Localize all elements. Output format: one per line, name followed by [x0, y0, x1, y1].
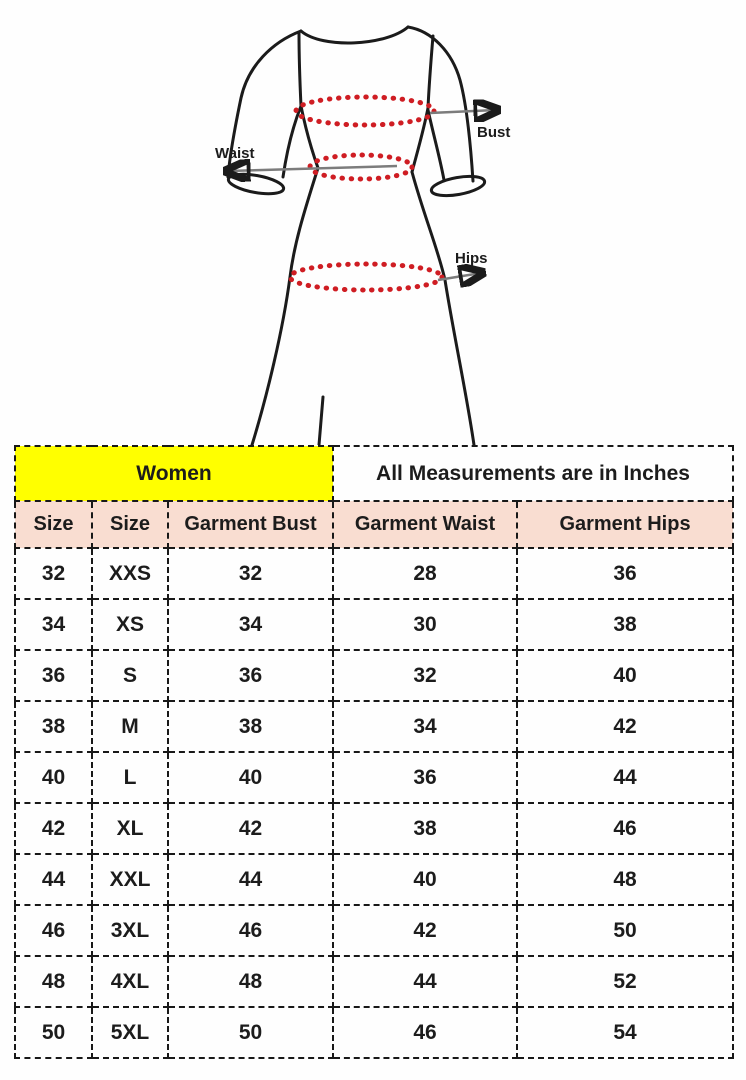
dress-right-cuff	[430, 173, 486, 199]
cell-waist: 28	[333, 548, 517, 599]
cell-size-number: 32	[15, 548, 92, 599]
dress-left-inner-sleeve	[283, 106, 301, 177]
cell-hips: 54	[517, 1007, 733, 1058]
dress-right-seam	[428, 36, 433, 108]
cell-size-letter: XS	[92, 599, 168, 650]
cell-bust: 36	[168, 650, 333, 701]
cell-bust: 38	[168, 701, 333, 752]
cell-waist: 34	[333, 701, 517, 752]
cell-size-number: 36	[15, 650, 92, 701]
group-header-row	[15, 446, 733, 501]
cell-size-number: 40	[15, 752, 92, 803]
dress-slit	[319, 397, 323, 445]
cell-bust: 34	[168, 599, 333, 650]
cell-bust: 50	[168, 1007, 333, 1058]
cell-size-number: 38	[15, 701, 92, 752]
cell-size-letter: 5XL	[92, 1007, 168, 1058]
cell-hips: 44	[517, 752, 733, 803]
col-header-size-number: Size	[15, 501, 92, 548]
bust-measure-line	[296, 97, 434, 125]
bust-label: Bust	[477, 124, 511, 141]
cell-waist: 44	[333, 956, 517, 1007]
women-group-header: Women	[15, 446, 333, 501]
table-row	[15, 1007, 733, 1058]
cell-size-number: 50	[15, 1007, 92, 1058]
table-row	[15, 701, 733, 752]
cell-bust: 42	[168, 803, 333, 854]
cell-size-letter: M	[92, 701, 168, 752]
table-row	[15, 548, 733, 599]
cell-hips: 52	[517, 956, 733, 1007]
cell-bust: 48	[168, 956, 333, 1007]
cell-bust: 40	[168, 752, 333, 803]
cell-size-number: 42	[15, 803, 92, 854]
cell-hips: 38	[517, 599, 733, 650]
cell-size-letter: XXS	[92, 548, 168, 599]
col-header-size-letter: Size	[92, 501, 168, 548]
dress-skirt-right	[412, 172, 474, 445]
dress-left-seam	[299, 33, 301, 106]
size-table	[14, 445, 734, 1059]
cell-bust: 32	[168, 548, 333, 599]
cell-waist: 46	[333, 1007, 517, 1058]
cell-size-number: 46	[15, 905, 92, 956]
cell-size-letter: XXL	[92, 854, 168, 905]
units-group-header: All Measurements are in Inches	[333, 446, 733, 501]
col-header-garment-hips: Garment Hips	[517, 501, 733, 548]
dress-outline	[227, 27, 486, 445]
cell-waist: 36	[333, 752, 517, 803]
cell-waist: 30	[333, 599, 517, 650]
table-row	[15, 905, 733, 956]
table-row	[15, 752, 733, 803]
hips-measure-line	[290, 264, 442, 290]
cell-hips: 36	[517, 548, 733, 599]
cell-size-number: 34	[15, 599, 92, 650]
cell-size-number: 48	[15, 956, 92, 1007]
size-table-body	[15, 548, 733, 1058]
cell-size-letter: L	[92, 752, 168, 803]
waist-label: Waist	[215, 145, 255, 162]
cell-waist: 40	[333, 854, 517, 905]
bust-arrow	[430, 110, 496, 113]
cell-hips: 48	[517, 854, 733, 905]
dress-measurement-diagram	[0, 0, 746, 445]
table-row	[15, 599, 733, 650]
cell-size-letter: S	[92, 650, 168, 701]
table-row	[15, 854, 733, 905]
cell-waist: 32	[333, 650, 517, 701]
cell-waist: 38	[333, 803, 517, 854]
table-row	[15, 803, 733, 854]
col-header-garment-waist: Garment Waist	[333, 501, 517, 548]
cell-size-number: 44	[15, 854, 92, 905]
cell-waist: 42	[333, 905, 517, 956]
table-row	[15, 650, 733, 701]
table-row	[15, 956, 733, 1007]
cell-hips: 46	[517, 803, 733, 854]
cell-size-letter: 4XL	[92, 956, 168, 1007]
dress-right-inner-sleeve	[428, 110, 444, 180]
cell-hips: 40	[517, 650, 733, 701]
dress-skirt-left	[252, 168, 318, 445]
cell-size-letter: XL	[92, 803, 168, 854]
dress-left-cuff	[227, 171, 285, 197]
col-header-garment-bust: Garment Bust	[168, 501, 333, 548]
column-header-row	[15, 501, 733, 548]
dress-neckline	[301, 27, 408, 43]
cell-hips: 42	[517, 701, 733, 752]
cell-bust: 44	[168, 854, 333, 905]
cell-size-letter: 3XL	[92, 905, 168, 956]
cell-bust: 46	[168, 905, 333, 956]
hips-label: Hips	[455, 250, 488, 267]
cell-hips: 50	[517, 905, 733, 956]
